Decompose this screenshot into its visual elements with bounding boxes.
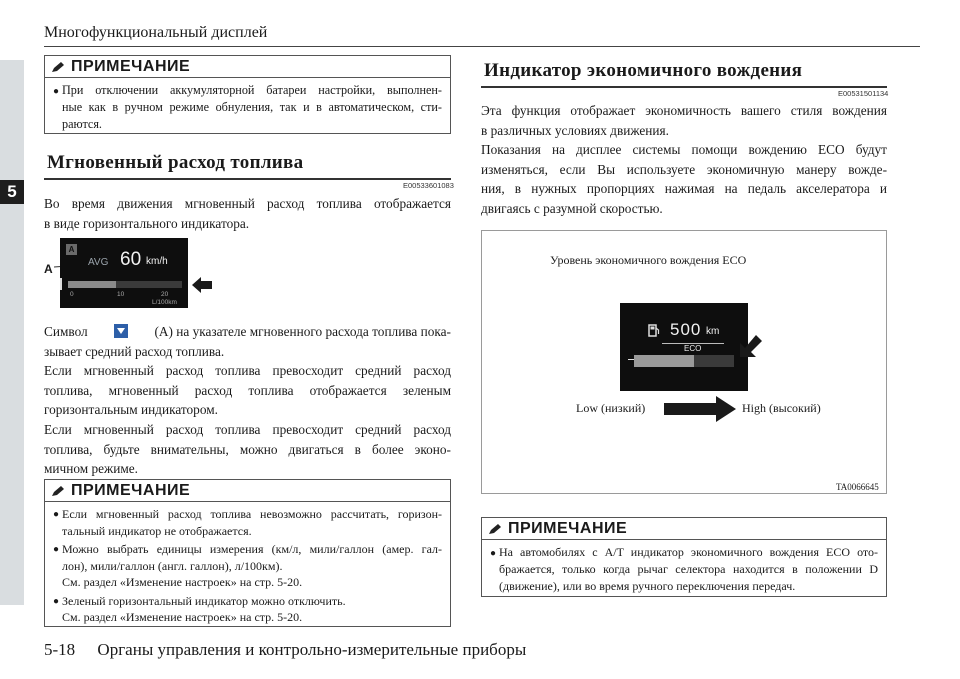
pencil-icon <box>51 485 65 497</box>
note-title: ПРИМЕЧАНИЕ <box>71 57 191 75</box>
note-title: ПРИМЕЧАНИЕ <box>71 481 191 499</box>
right-arrow-icon <box>664 396 736 422</box>
note-box-fuel <box>44 479 451 627</box>
range-unit: km <box>706 326 720 337</box>
range-value: 500 <box>670 320 702 339</box>
fuel-bar-fill <box>68 281 116 288</box>
paragraph-line: ния, в нужных пропорциях нажимая на педаль акселератора и <box>481 181 887 197</box>
eco-bar-fill <box>634 355 694 367</box>
avg-symbol-icon <box>114 324 128 338</box>
bullet-icon: ● <box>53 509 60 520</box>
paragraph-line: Если мгновенный расход топлива превосходит средний расход <box>44 421 451 437</box>
pointer-arrow-icon <box>738 333 764 359</box>
fuel-bar-track <box>68 281 182 288</box>
section-rule <box>481 86 887 88</box>
note-line: лон), мили/галлон (англ. галлон), л/100км). <box>62 558 283 573</box>
eco-side-mark <box>628 359 634 360</box>
paragraph-line: Если мгновенный расход топлива превосходит средний расход <box>44 363 451 379</box>
fuel-body <box>44 322 451 479</box>
header-divider <box>44 46 920 47</box>
paragraph-line: двигаясь с разумной скоростью. <box>481 200 663 216</box>
note-bullet <box>490 544 878 595</box>
paragraph-fragment: Символ <box>44 324 88 339</box>
fuel-pump-icon <box>648 323 660 337</box>
pencil-icon <box>51 61 65 73</box>
bullet-icon: ● <box>53 86 60 97</box>
note-line: ные как в ручном режиме обнуления, так и в автоматическом, сти- <box>62 100 442 114</box>
note-header <box>45 480 450 502</box>
eco-label: ECO <box>684 344 702 353</box>
page-footer <box>44 640 526 660</box>
note-line: Можно выбрать единицы измерения (км/л, мили/галлон (амер. гал- <box>62 542 442 556</box>
eco-display-panel <box>620 303 748 391</box>
callout-label: A <box>44 262 53 276</box>
fuel-intro <box>44 194 451 233</box>
section-title-fuel: Мгновенный расход топлива <box>47 152 304 173</box>
note-title: ПРИМЕЧАНИЕ <box>508 519 628 537</box>
paragraph-line: мичном режиме. <box>44 461 138 477</box>
bullet-icon: ● <box>53 544 60 555</box>
chapter-tab: 5 <box>0 180 24 204</box>
footer-title: Органы управления и контрольно-измерительные приборы <box>97 640 527 659</box>
avg-marker-badge: A <box>66 244 77 255</box>
note-box-battery <box>44 55 451 134</box>
high-label: High (высокий) <box>742 401 821 415</box>
eco-caption: Уровень экономичного вождения ECO <box>550 253 747 267</box>
pointer-arrow-icon <box>192 277 212 293</box>
paragraph-line: топлива, будьте внимательны, можно двигаться в более эконо- <box>44 441 451 457</box>
fuel-value: 60 <box>120 249 142 270</box>
figure-ref-code: TA0066645 <box>836 482 879 492</box>
low-label: Low (низкий) <box>576 401 646 415</box>
paragraph-line <box>44 322 451 342</box>
section-rule <box>44 178 451 180</box>
note-line: При отключении аккумуляторной батареи настройки, выполнен- <box>62 83 442 97</box>
eco-figure <box>481 230 887 494</box>
note-line: тальный индикатор не отображается. <box>62 523 252 538</box>
note-header <box>482 518 886 540</box>
paragraph-line: зывает средний расход топлива. <box>44 343 225 359</box>
note-line: бражается, только когда рычаг селектора находится в положении D <box>499 562 878 576</box>
note-line: См. раздел «Изменение настроек» на стр. 5-20. <box>62 575 303 589</box>
page-header-title: Многофункциональный дисплей <box>44 24 268 41</box>
note-bullet <box>53 82 442 133</box>
note-line: Зеленый горизонтальный индикатор можно отключить. <box>62 593 346 608</box>
section-code: E00533601083 <box>403 181 454 190</box>
eco-bar-track <box>634 355 734 367</box>
eco-body <box>481 101 887 219</box>
bullet-icon: ● <box>490 548 497 559</box>
paragraph-line: Эта функция отображает экономичность вашего стиля вождения <box>481 103 887 118</box>
scale-unit: L/100km <box>152 299 177 306</box>
tick-label: 10 <box>117 291 125 298</box>
note-bullet <box>53 506 442 539</box>
bullet-icon: ● <box>53 595 60 607</box>
paragraph-line: изменяться, если Вы используете экономичную манеру вожде- <box>481 161 887 177</box>
paragraph-line: горизонтальным индикатором. <box>44 402 218 418</box>
avg-label: AVG <box>88 257 109 268</box>
paragraph-line: Во время движения мгновенный расход топлива отображается <box>44 196 451 211</box>
tick-label: 20 <box>161 291 169 298</box>
paragraph-fragment: (A) на указателе мгновенного расхода топлива пока- <box>154 324 451 339</box>
pencil-icon <box>488 523 502 535</box>
note-line: См. раздел «Изменение настроек» на стр. 5-20. <box>62 610 303 624</box>
paragraph-line: топлива, мгновенный расход топлива отображается зеленым <box>44 382 451 398</box>
paragraph-line: в виде горизонтального индикатора. <box>44 215 250 231</box>
paragraph-line: в различных условиях движения. <box>481 122 669 138</box>
note-line: (движение), или во время ручного переключения передач. <box>499 579 796 593</box>
note-bullet <box>53 593 442 626</box>
section-code: E00531501134 <box>838 89 889 98</box>
note-line: раются. <box>62 117 102 131</box>
note-bullet <box>53 541 442 591</box>
footer-page-number: 5-18 <box>44 640 76 659</box>
side-tab-strip <box>0 60 24 605</box>
avg-marker <box>60 278 62 290</box>
tick-label: 0 <box>70 291 74 298</box>
note-line: На автомобилях с A/T индикатор экономичного вождения ECO ото- <box>499 545 878 559</box>
fuel-display-panel <box>60 238 188 308</box>
section-title-eco: Индикатор экономичного вождения <box>484 60 803 81</box>
fuel-unit: km/h <box>146 256 168 267</box>
note-box-eco <box>481 517 887 597</box>
note-line: Если мгновенный расход топлива невозможно рассчитать, горизон- <box>62 507 442 521</box>
paragraph-line: Показания на дисплее системы помощи вождению ECO будут <box>481 142 887 158</box>
note-header <box>45 56 450 78</box>
